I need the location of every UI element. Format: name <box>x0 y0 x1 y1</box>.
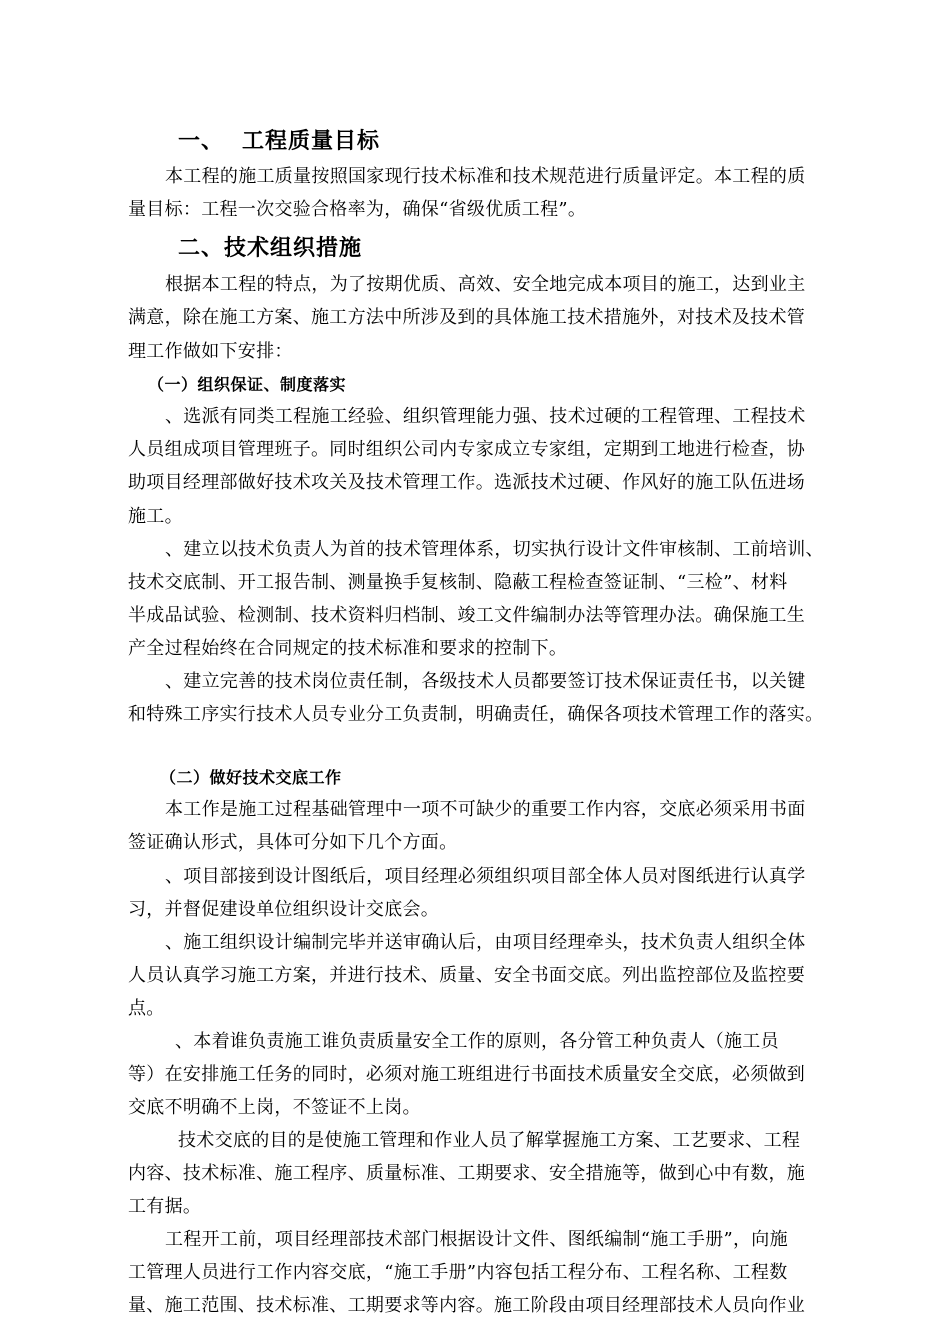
section-1-title: 工程质量目标 <box>242 129 381 154</box>
paragraph-line: 理工作做如下安排： <box>128 341 293 362</box>
paragraph-line: 量、施工范围、技术标准、工期要求等内容。施工阶段由项目经理部技术人员向作业 <box>128 1295 806 1316</box>
paragraph-line: 习，并督促建设单位组织设计交底会。 <box>128 899 440 920</box>
paragraph-line: 工程开工前，项目经理部技术部门根据设计文件、图纸编制“施工手册”，向施 <box>165 1229 788 1250</box>
paragraph-line: 、项目部接到设计图纸后，项目经理必须组织项目部全体人员对图纸进行认真学 <box>165 866 806 887</box>
paragraph-line: 工管理人员进行工作内容交底，“施工手册”内容包括工程分布、工程名称、工程数 <box>128 1262 788 1283</box>
paragraph-line: 交底不明确不上岗，不签证不上岗。 <box>128 1097 421 1118</box>
paragraph-line: 、建立完善的技术岗位责任制，各级技术人员都要签订技术保证责任书，以关键 <box>165 671 806 692</box>
paragraph-line: 本工作是施工过程基础管理中一项不可缺少的重要工作内容，交底必须采用书面 <box>165 799 806 820</box>
paragraph-line: 、施工组织设计编制完毕并送审确认后，由项目经理牵头，技术负责人组织全体 <box>165 932 806 953</box>
paragraph-line: 、本着谁负责施工谁负责质量安全工作的原则，各分管工种负责人（施工员 <box>175 1031 779 1052</box>
subsection-2-heading: （二）做好技术交底工作 <box>160 768 342 787</box>
paragraph-line: 、选派有同类工程施工经验、组织管理能力强、技术过硬的工程管理、工程技术 <box>165 406 806 427</box>
paragraph-line: 技术交底的目的是使施工管理和作业人员了解掌握施工方案、工艺要求、工程 <box>178 1130 801 1151</box>
subsection-1-heading: （一）组织保证、制度落实 <box>148 375 347 394</box>
paragraph-line: 助项目经理部做好技术攻关及技术管理工作。选派技术过硬、作风好的施工队伍进场 <box>128 472 806 493</box>
section-2-heading: 二、技术组织措施 <box>178 236 363 261</box>
paragraph-line: 满意，除在施工方案、施工方法中所涉及到的具体施工技术措施外，对技术及技术管 <box>128 307 806 328</box>
paragraph-line: 产全过程始终在合同规定的技术标准和要求的控制下。 <box>128 638 568 659</box>
paragraph-line: 内容、技术标准、施工程序、质量标准、工期要求、安全措施等，做到心中有数，施 <box>128 1163 806 1184</box>
paragraph-line: 量目标：工程一次交验合格率为，确保“省级优质工程”。 <box>128 199 587 220</box>
section-1-number: 一、 <box>178 129 225 154</box>
paragraph-line: 施工。 <box>128 506 183 527</box>
paragraph-line: 本工程的施工质量按照国家现行技术标准和技术规范进行质量评定。本工程的质 <box>165 166 806 187</box>
paragraph-line: 技术交底制、开工报告制、测量换手复核制、隐蔽工程检查签证制、“三检”、材料 <box>128 572 788 593</box>
paragraph-line: 人员组成项目管理班子。同时组织公司内专家成立专家组，定期到工地进行检查，协 <box>128 439 806 460</box>
paragraph-line: 和特殊工序实行技术人员专业分工负责制，明确责任，确保各项技术管理工作的落实。 <box>128 704 824 725</box>
paragraph-line: 等）在安排施工任务的同时，必须对施工班组进行书面技术质量安全交底，必须做到 <box>128 1064 806 1085</box>
paragraph-line: 点。 <box>128 998 165 1019</box>
paragraph-line: 工有据。 <box>128 1196 202 1217</box>
paragraph-line: 签证确认形式，具体可分如下几个方面。 <box>128 832 458 853</box>
paragraph-line: 、建立以技术负责人为首的技术管理体系，切实执行设计文件审核制、工前培训、 <box>165 539 824 560</box>
paragraph-line: 根据本工程的特点，为了按期优质、高效、安全地完成本项目的施工，达到业主 <box>165 274 806 295</box>
paragraph-line: 半成品试验、检测制、技术资料归档制、竣工文件编制办法等管理办法。确保施工生 <box>128 605 806 626</box>
section-1-heading <box>178 129 380 155</box>
paragraph-line: 人员认真学习施工方案，并进行技术、质量、安全书面交底。列出监控部位及监控要 <box>128 965 806 986</box>
